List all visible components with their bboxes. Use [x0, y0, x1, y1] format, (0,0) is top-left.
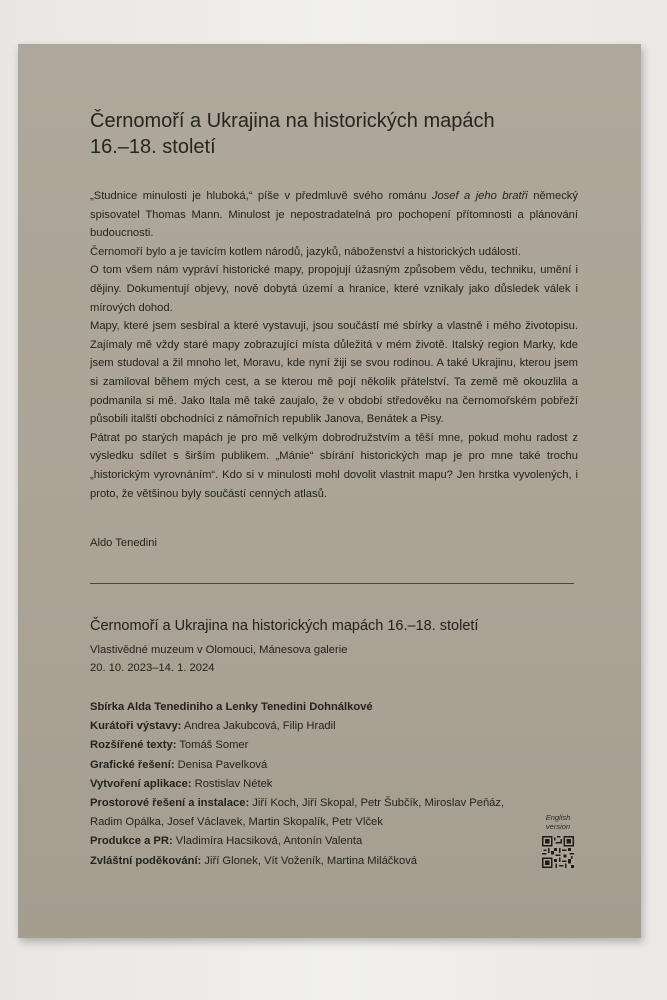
texts-names: Tomáš Somer [176, 739, 249, 752]
curators-names: Andrea Jakubcová, Filip Hradil [181, 720, 336, 733]
paragraph: O tom všem nám vypráví historické mapy, propojují úžasným způsobem vědu, techniku, umění i dějiny. Dokumentují objevy, nově dobytá území a hranice, které vznikaly jako důsledek válek i mírových dohod. [90, 264, 578, 314]
pr-names: Vladimíra Hacsiková, Antonín Valenta [172, 835, 363, 848]
quote-end: německý spisovatel Thomas Mann. Minulost je nepostradatelná pro pochopení přítomnosti a plánování budoucnosti. [90, 190, 578, 240]
title-line-1: Černomoří a Ukrajina na historických mapách [90, 110, 495, 132]
installation-names-2: Radim Opálka, Josef Václavek, Martin Skopalík, Petr Vlček [90, 816, 383, 829]
texts-credit [90, 736, 560, 755]
exhibition-panel [18, 44, 641, 938]
app-names: Rostislav Nétek [191, 777, 273, 790]
graphics-credit [90, 756, 560, 775]
graphics-names: Denisa Pavelková [174, 758, 268, 771]
paragraph: Černomoří bylo a je tavicím kotlem národů, jazyků, náboženství a historických událostí. [90, 245, 521, 258]
paragraph: Mapy, které jsem sesbíral a které vystavuji, jsou součástí mé sbírky a vlastně i mého životopisu. Zajímaly mě vždy staré mapy zobrazující místa důležitá v mém životě. Italský region Marky, kde jsem studoval a žil mnoho let, Moravu, kde nyní žiji se svou rodinou. A také Ukrajinu, kterou jsem si zamiloval během mých cest, a se kterou mě pojí několik přátelství. Ta země mě okouzlila a podmanila si mě. Jako Itala mě také zaujalo, že v období středověku na černomořském pobřeží působili italští obchodníci z námořních republik Janova, Benátek a Pisy. [90, 320, 578, 426]
intro-paragraph [90, 187, 578, 243]
curators-credit [90, 717, 560, 736]
author-signature: Aldo Tenedini [90, 537, 157, 549]
installation-names-1: Jiří Koch, Jiří Skopal, Petr Šubčík, Miroslav Peňáz, [249, 797, 505, 810]
graphics-label: Grafické řešení: [90, 758, 175, 771]
english-label-line1: English [545, 813, 571, 822]
installation-credit-cont [90, 813, 560, 832]
qr-code-icon[interactable] [542, 836, 574, 868]
pr-label: Produkce a PR: [90, 835, 173, 848]
collection-credit [90, 698, 560, 717]
quote-start: „Studnice minulosti je hluboká,“ píše v předmluvě svého románu [90, 190, 432, 202]
app-credit [90, 775, 560, 794]
curators-label: Kurátoři výstavy: [90, 720, 182, 733]
credits-block [90, 698, 560, 871]
english-version-label [538, 813, 578, 831]
panel-title [90, 108, 560, 160]
dates: 20. 10. 2023–14. 1. 2024 [90, 662, 215, 674]
english-label-line2: version [545, 822, 571, 831]
paragraph: Pátrat po starých mapách je pro mě velkým dobrodružstvím a těší mne, pokud mohu radost z výsledku sdílet s širším publikem. „Mánie“ sbírání historických map je pro mne také trochu „historickým vyrovnáním“. Kdo si v minulosti mohl dovolit vlastnit mapu? Jen hrstka vyvolených, i proto, že většinou byly součástí cenných atlasů. [90, 431, 578, 500]
pr-credit [90, 832, 560, 851]
collection-label: Sbírka Alda Tenediniho a Lenky Tenedini Dohnálkové [90, 701, 373, 713]
venue: Vlastivědné muzeum v Olomouci, Mánesova galerie [90, 644, 348, 656]
divider [90, 583, 574, 584]
thanks-names: Jiří Glonek, Vít Voženík, Martina Miláčková [201, 854, 418, 867]
exhibition-title: Černomoří a Ukrajina na historických mapách 16.–18. století [90, 618, 479, 634]
installation-label: Prostorové řešení a instalace: [90, 797, 250, 810]
book-title: Josef a jeho bratři [431, 190, 528, 202]
app-label: Vytvoření aplikace: [90, 777, 192, 790]
exhibition-venue-block [90, 641, 347, 677]
intro-text [90, 187, 578, 503]
installation-credit [90, 794, 560, 813]
title-line-2: 16.–18. století [90, 136, 216, 158]
thanks-credit [90, 852, 560, 871]
thanks-label: Zvláštní poděkování: [90, 854, 202, 867]
texts-label: Rozšířené texty: [90, 739, 177, 752]
